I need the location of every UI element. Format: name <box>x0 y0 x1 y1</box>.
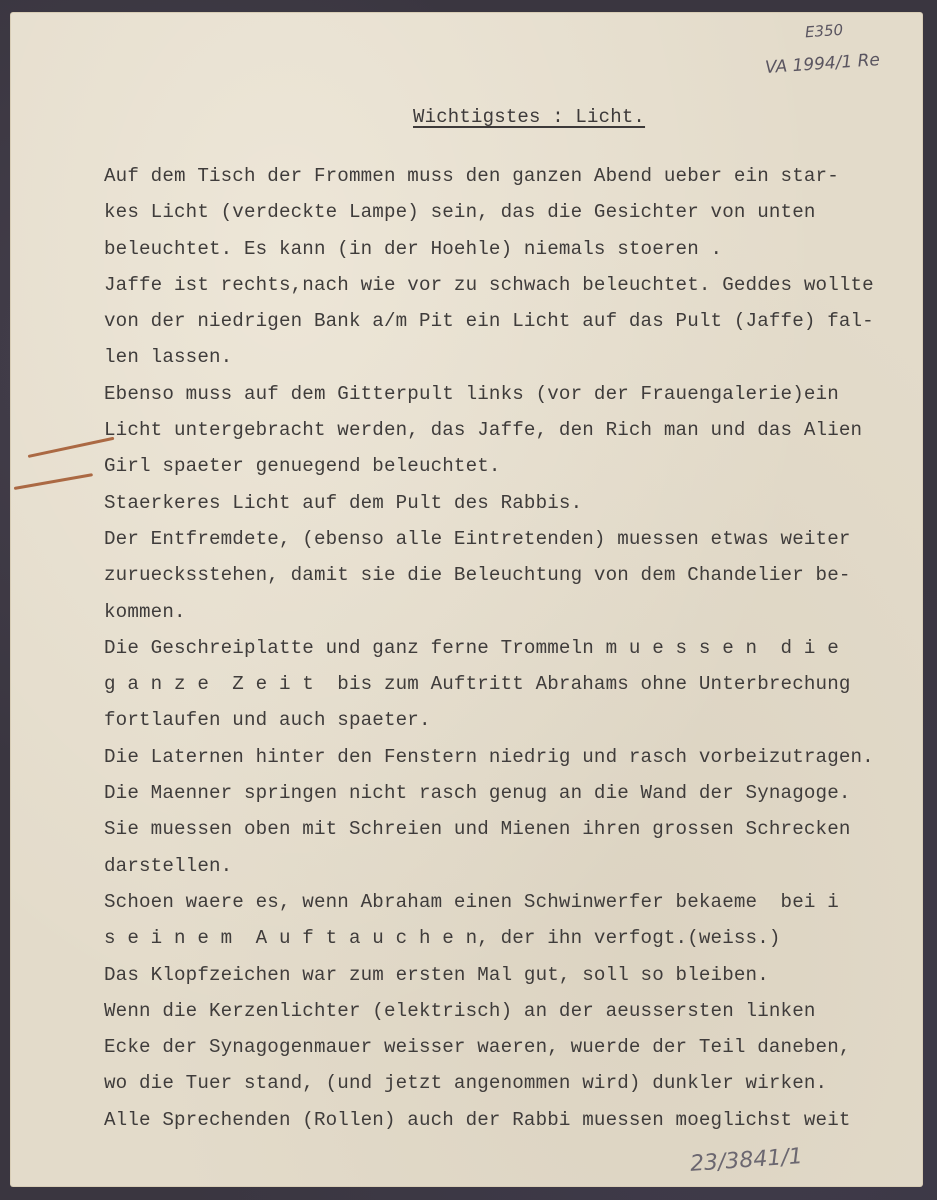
text-line: beleuchtet. Es kann (in der Hoehle) niemals stoeren . <box>104 237 723 260</box>
text-line: s e i n e m A u f t a u c h e n, der ihn verfogt.(weiss.) <box>104 927 781 950</box>
text-line: Staerkeres Licht auf dem Pult des Rabbis. <box>104 491 583 514</box>
text-line: Der Entfremdete, (ebenso alle Eintretenden) muessen etwas weiter <box>104 527 851 550</box>
text-line: von der niedrigen Bank a/m Pit ein Licht auf das Pult (Jaffe) fal- <box>104 310 874 333</box>
text-line: Die Geschreiplatte und ganz ferne Trommeln m u e s s e n d i e <box>104 636 839 659</box>
text-line: wo die Tuer stand, (und jetzt angenommen wird) dunkler wirken. <box>104 1072 828 1095</box>
text-line: darstellen. <box>104 854 233 877</box>
text-line: Licht untergebracht werden, das Jaffe, den Rich man und das Alien <box>104 419 863 442</box>
text-line: fortlaufen und auch spaeter. <box>104 709 431 732</box>
body-text <box>104 158 904 1138</box>
text-line: Ebenso muss auf dem Gitterpult links (vor der Frauengalerie)ein <box>104 382 839 405</box>
text-line: Auf dem Tisch der Frommen muss den ganzen Abend ueber ein star- <box>104 165 839 187</box>
text-line: Sie muessen oben mit Schreien und Mienen ihren grossen Schrecken <box>104 818 851 841</box>
text-line: kes Licht (verdeckte Lampe) sein, das die Gesichter von unten <box>104 201 816 224</box>
text-line: Ecke der Synagogenmauer weisser waeren, wuerde der Teil daneben, <box>104 1036 851 1059</box>
text-line: zuruecksstehen, damit sie die Beleuchtung von dem Chandelier be- <box>104 564 851 587</box>
pencil-reference-note: VA 1994/1 Re <box>764 50 881 78</box>
text-line: len lassen. <box>104 346 233 369</box>
text-line: Die Maenner springen nicht rasch genug an die Wand der Synagoge. <box>104 782 851 805</box>
pencil-catalog-number: E350 <box>804 20 844 42</box>
text-line: Schoen waere es, wenn Abraham einen Schwinwerfer bekaeme bei i <box>104 890 839 913</box>
text-line: Die Laternen hinter den Fenstern niedrig und rasch vorbeizutragen. <box>104 745 874 768</box>
text-line: g a n z e Z e i t bis zum Auftritt Abrahams ohne Unterbrechung <box>104 673 851 696</box>
text-line: Das Klopfzeichen war zum ersten Mal gut, soll so bleiben. <box>104 963 769 986</box>
text-line: Wenn die Kerzenlichter (elektrisch) an der aeussersten linken <box>104 999 816 1022</box>
page-title: Wichtigstes : Licht. <box>413 106 646 128</box>
text-line: Girl spaeter genuegend beleuchtet. <box>104 455 501 478</box>
text-line: Alle Sprechenden (Rollen) auch der Rabbi muessen moeglichst weit <box>104 1108 851 1131</box>
pencil-archive-number: 23/3841/1 <box>689 1144 804 1177</box>
text-line: Jaffe ist rechts,nach wie vor zu schwach beleuchtet. Geddes wollte <box>104 273 874 296</box>
text-line: kommen. <box>104 600 186 623</box>
